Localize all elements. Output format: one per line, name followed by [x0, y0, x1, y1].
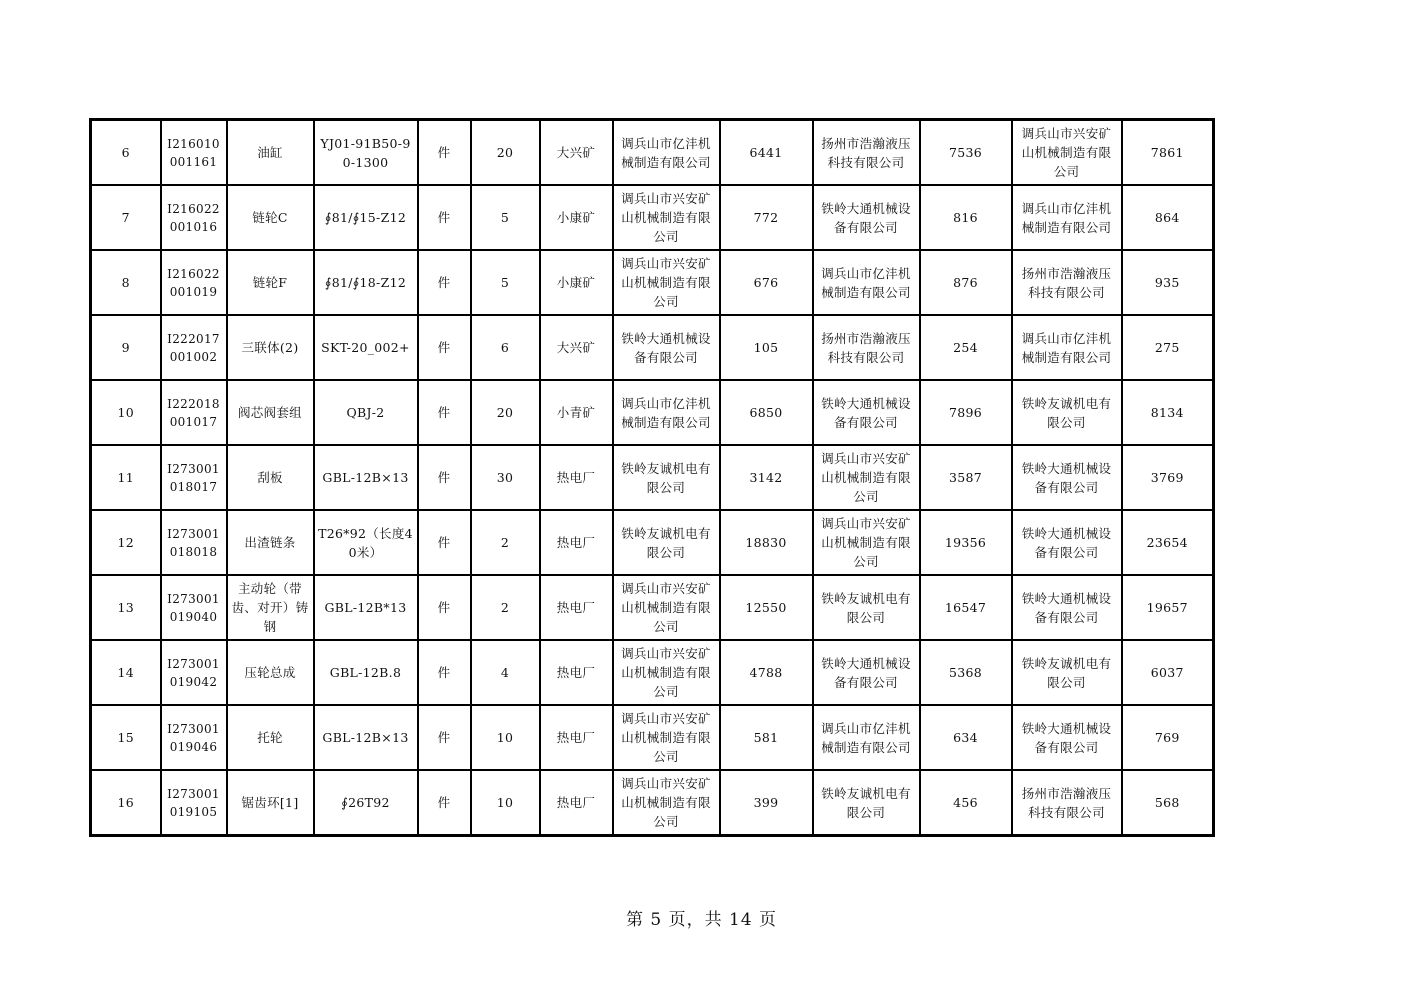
supplier-2-price: 16547: [920, 575, 1012, 640]
table-row: [91, 120, 1214, 186]
supplier-2-name: 调兵山市兴安矿山机械制造有限公司: [813, 445, 920, 510]
usage-location: 小康矿: [540, 250, 613, 315]
usage-location: 热电厂: [540, 510, 613, 575]
table-row: [91, 575, 1214, 640]
unit: 件: [418, 575, 471, 640]
supplier-2-name: 调兵山市亿沣机械制造有限公司: [813, 250, 920, 315]
material-name: 出渣链条: [227, 510, 314, 575]
supplier-2-price: 456: [920, 770, 1012, 836]
usage-location: 热电厂: [540, 770, 613, 836]
material-code: I273001019105: [161, 770, 227, 836]
table-row: [91, 185, 1214, 250]
quantity: 30: [471, 445, 540, 510]
specification: GBL-12B*13: [314, 575, 418, 640]
supplier-2-name: 铁岭大通机械设备有限公司: [813, 640, 920, 705]
table-row: [91, 770, 1214, 836]
unit: 件: [418, 510, 471, 575]
row-number: 15: [91, 705, 161, 770]
supplier-3-price: 23654: [1122, 510, 1214, 575]
unit: 件: [418, 705, 471, 770]
row-number: 9: [91, 315, 161, 380]
material-code: I273001018018: [161, 510, 227, 575]
table-row: [91, 250, 1214, 315]
usage-location: 热电厂: [540, 445, 613, 510]
table-row: [91, 380, 1214, 445]
supplier-1-name: 铁岭大通机械设备有限公司: [613, 315, 720, 380]
supplier-2-price: 7896: [920, 380, 1012, 445]
material-name: 刮板: [227, 445, 314, 510]
supplier-3-name: 调兵山市亿沣机械制造有限公司: [1012, 315, 1122, 380]
supplier-2-price: 634: [920, 705, 1012, 770]
material-name: 阀芯阀套组: [227, 380, 314, 445]
unit: 件: [418, 640, 471, 705]
supplier-3-name: 调兵山市亿沣机械制造有限公司: [1012, 185, 1122, 250]
material-name: 三联体(2): [227, 315, 314, 380]
material-name: 链轮C: [227, 185, 314, 250]
supplier-2-price: 19356: [920, 510, 1012, 575]
supplier-3-price: 769: [1122, 705, 1214, 770]
quantity: 2: [471, 575, 540, 640]
supplier-2-price: 3587: [920, 445, 1012, 510]
supplier-2-price: 876: [920, 250, 1012, 315]
unit: 件: [418, 120, 471, 186]
row-number: 16: [91, 770, 161, 836]
quantity: 20: [471, 120, 540, 186]
unit: 件: [418, 380, 471, 445]
supplier-3-price: 864: [1122, 185, 1214, 250]
row-number: 6: [91, 120, 161, 186]
material-code: I222018001017: [161, 380, 227, 445]
quantity: 10: [471, 705, 540, 770]
supplier-2-name: 铁岭友诚机电有限公司: [813, 770, 920, 836]
supplier-1-name: 铁岭友诚机电有限公司: [613, 510, 720, 575]
specification: ∮81/∮18-Z12: [314, 250, 418, 315]
supplier-3-price: 7861: [1122, 120, 1214, 186]
material-name: 压轮总成: [227, 640, 314, 705]
supplier-3-name: 调兵山市兴安矿山机械制造有限公司: [1012, 120, 1122, 186]
material-code: I273001019040: [161, 575, 227, 640]
usage-location: 热电厂: [540, 640, 613, 705]
specification: GBL-12B.8: [314, 640, 418, 705]
supplier-1-price: 105: [720, 315, 813, 380]
table-row: [91, 445, 1214, 510]
quantity: 2: [471, 510, 540, 575]
table-row: [91, 315, 1214, 380]
supplier-1-price: 399: [720, 770, 813, 836]
supplier-3-price: 19657: [1122, 575, 1214, 640]
specification: GBL-12B×13: [314, 705, 418, 770]
supplier-3-name: 铁岭大通机械设备有限公司: [1012, 510, 1122, 575]
unit: 件: [418, 185, 471, 250]
supplier-3-name: 铁岭大通机械设备有限公司: [1012, 705, 1122, 770]
specification: QBJ-2: [314, 380, 418, 445]
supplier-1-name: 铁岭友诚机电有限公司: [613, 445, 720, 510]
supplier-2-name: 铁岭友诚机电有限公司: [813, 575, 920, 640]
quantity: 5: [471, 250, 540, 315]
material-name: 油缸: [227, 120, 314, 186]
material-name: 锯齿环[1]: [227, 770, 314, 836]
specification: ∮26T92: [314, 770, 418, 836]
supplier-3-name: 铁岭大通机械设备有限公司: [1012, 445, 1122, 510]
supplier-2-name: 铁岭大通机械设备有限公司: [813, 380, 920, 445]
row-number: 14: [91, 640, 161, 705]
specification: SKT-20_002+: [314, 315, 418, 380]
quantity: 10: [471, 770, 540, 836]
supplier-2-name: 扬州市浩瀚液压科技有限公司: [813, 120, 920, 186]
quantity: 20: [471, 380, 540, 445]
material-code: I216022001016: [161, 185, 227, 250]
supplier-1-name: 调兵山市亿沣机械制造有限公司: [613, 120, 720, 186]
supplier-3-price: 3769: [1122, 445, 1214, 510]
table-row: [91, 705, 1214, 770]
supplier-3-price: 8134: [1122, 380, 1214, 445]
supplier-1-price: 581: [720, 705, 813, 770]
supplier-1-name: 调兵山市兴安矿山机械制造有限公司: [613, 705, 720, 770]
page-number: 第 5 页，共 14 页: [625, 910, 778, 930]
row-number: 7: [91, 185, 161, 250]
supplier-3-price: 275: [1122, 315, 1214, 380]
row-number: 11: [91, 445, 161, 510]
supplier-1-name: 调兵山市兴安矿山机械制造有限公司: [613, 640, 720, 705]
supplier-3-name: 扬州市浩瀚液压科技有限公司: [1012, 250, 1122, 315]
usage-location: 大兴矿: [540, 315, 613, 380]
supplier-3-name: 铁岭大通机械设备有限公司: [1012, 575, 1122, 640]
material-code: I273001018017: [161, 445, 227, 510]
material-name: 主动轮（带齿、对开）铸钢: [227, 575, 314, 640]
supplier-2-name: 铁岭大通机械设备有限公司: [813, 185, 920, 250]
usage-location: 大兴矿: [540, 120, 613, 186]
usage-location: 小青矿: [540, 380, 613, 445]
supplier-1-name: 调兵山市兴安矿山机械制造有限公司: [613, 575, 720, 640]
supplier-1-name: 调兵山市亿沣机械制造有限公司: [613, 380, 720, 445]
supplier-1-name: 调兵山市兴安矿山机械制造有限公司: [613, 770, 720, 836]
material-name: 链轮F: [227, 250, 314, 315]
usage-location: 小康矿: [540, 185, 613, 250]
specification: YJ01-91B50-90-1300: [314, 120, 418, 186]
table-body: [91, 120, 1214, 836]
supplier-1-price: 6850: [720, 380, 813, 445]
supplier-3-name: 铁岭友诚机电有限公司: [1012, 380, 1122, 445]
table-row: [91, 640, 1214, 705]
quantity: 5: [471, 185, 540, 250]
supplier-2-name: 调兵山市亿沣机械制造有限公司: [813, 705, 920, 770]
unit: 件: [418, 250, 471, 315]
material-code: I222017001002: [161, 315, 227, 380]
supplier-2-price: 816: [920, 185, 1012, 250]
supplier-3-price: 6037: [1122, 640, 1214, 705]
material-code: I273001019046: [161, 705, 227, 770]
row-number: 13: [91, 575, 161, 640]
quotation-table: [89, 118, 1215, 837]
specification: ∮81/∮15-Z12: [314, 185, 418, 250]
material-code: I216022001019: [161, 250, 227, 315]
supplier-1-price: 3142: [720, 445, 813, 510]
supplier-3-name: 扬州市浩瀚液压科技有限公司: [1012, 770, 1122, 836]
supplier-3-price: 935: [1122, 250, 1214, 315]
supplier-2-price: 5368: [920, 640, 1012, 705]
supplier-2-name: 扬州市浩瀚液压科技有限公司: [813, 315, 920, 380]
row-number: 8: [91, 250, 161, 315]
unit: 件: [418, 770, 471, 836]
usage-location: 热电厂: [540, 705, 613, 770]
quantity: 4: [471, 640, 540, 705]
row-number: 12: [91, 510, 161, 575]
supplier-1-price: 18830: [720, 510, 813, 575]
supplier-2-price: 254: [920, 315, 1012, 380]
supplier-1-name: 调兵山市兴安矿山机械制造有限公司: [613, 185, 720, 250]
supplier-1-price: 12550: [720, 575, 813, 640]
unit: 件: [418, 315, 471, 380]
supplier-1-price: 6441: [720, 120, 813, 186]
quantity: 6: [471, 315, 540, 380]
supplier-3-name: 铁岭友诚机电有限公司: [1012, 640, 1122, 705]
supplier-1-name: 调兵山市兴安矿山机械制造有限公司: [613, 250, 720, 315]
supplier-1-price: 4788: [720, 640, 813, 705]
table-row: [91, 510, 1214, 575]
unit: 件: [418, 445, 471, 510]
usage-location: 热电厂: [540, 575, 613, 640]
supplier-1-price: 772: [720, 185, 813, 250]
material-name: 托轮: [227, 705, 314, 770]
material-code: I216010001161: [161, 120, 227, 186]
supplier-2-name: 调兵山市兴安矿山机械制造有限公司: [813, 510, 920, 575]
specification: GBL-12B×13: [314, 445, 418, 510]
supplier-2-price: 7536: [920, 120, 1012, 186]
material-code: I273001019042: [161, 640, 227, 705]
supplier-1-price: 676: [720, 250, 813, 315]
row-number: 10: [91, 380, 161, 445]
supplier-3-price: 568: [1122, 770, 1214, 836]
specification: T26*92（长度40米）: [314, 510, 418, 575]
